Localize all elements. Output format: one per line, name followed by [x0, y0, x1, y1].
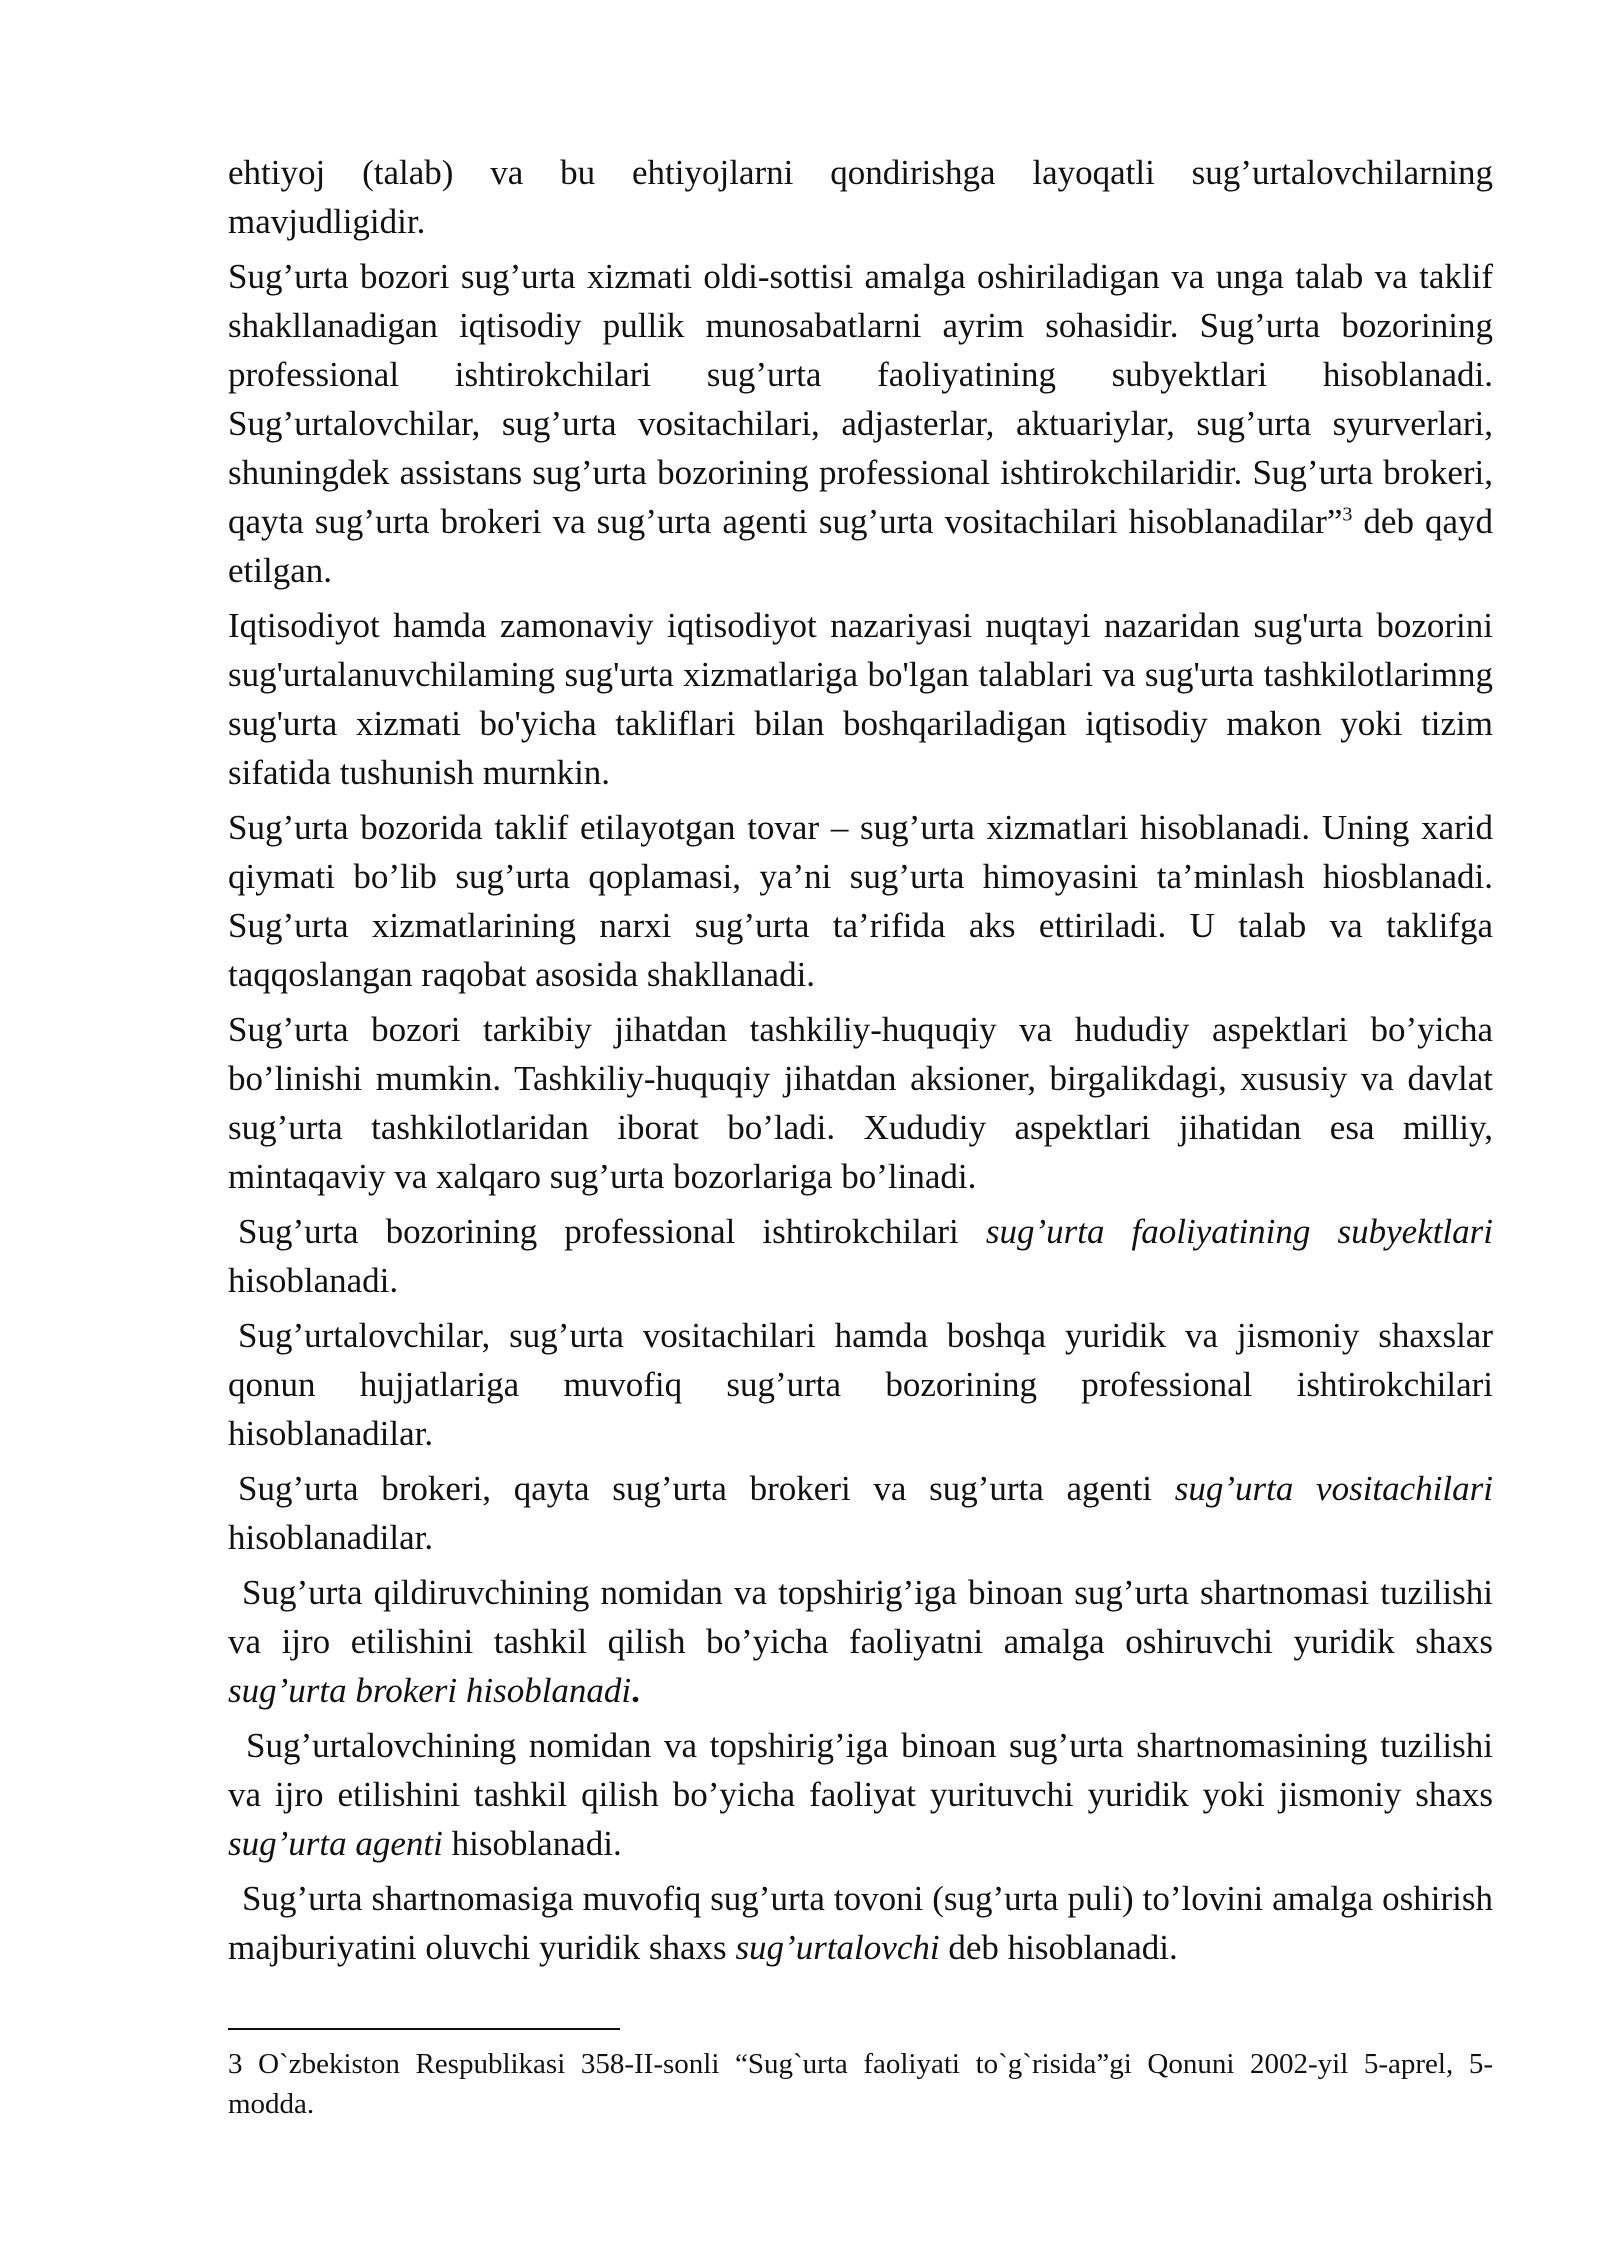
- footnote-text: 3 O`zbekiston Respublikasi 358-II-sonli “Sug`urta faoliyati to`g`risida”gi Qonuni 2002-yil 5-aprel, 5-modda.: [228, 2048, 1493, 2120]
- italic-term: sug’urtalovchi: [735, 1928, 940, 1967]
- paragraph-text: deb hisoblanadi.: [939, 1928, 1178, 1967]
- paragraph-text: Sug’urta brokeri, qayta sug’urta brokeri va sug’urta agenti: [238, 1469, 1175, 1508]
- italic-term: sug’urta brokeri hisoblanadi: [228, 1671, 632, 1710]
- paragraph-text: hisoblanadi.: [228, 1261, 399, 1300]
- paragraph-text: Sug’urta bozori tarkibiy jihatdan tashkiliy-huquqiy va hududiy aspektlari bo’yicha bo’linishi mumkin. Tashkiliy-huquqiy jihatdan aksioner, birgalikdagi, xususiy va davlat sug’urta tashkilotlaridan iborat bo’ladi. Xududiy aspektlari jihatidan esa milliy, mintaqaviy va xalqaro sug’urta bozorlariga bo’linadi.: [228, 1010, 1493, 1196]
- footnote: [228, 2044, 1493, 2124]
- paragraph: [228, 148, 1493, 246]
- paragraph: [228, 1311, 1493, 1458]
- footnote-separator: [228, 2028, 620, 2030]
- italic-term: sug’urta faoliyatining subyektlari: [985, 1212, 1493, 1251]
- paragraph-text: Sug’urta shartnomasiga muvofiq sug’urta tovoni (sug’urta puli) to’lovini amalga oshirish majburiyatini oluvchi yuridik shaxs: [228, 1879, 1493, 1967]
- paragraph-text: Sug’urta bozorining professional ishtirokchilari: [238, 1212, 986, 1251]
- paragraph-text: Sug’urtalovchining nomidan va topshirig’iga binoan sug’urta shartnomasining tuzilishi va ijro etilishini tashkil qilish bo’yicha faoliyat yurituvchi yuridik yoki jismoniy shaxs: [228, 1726, 1493, 1814]
- paragraph: [228, 1207, 1493, 1305]
- paragraph-text: Sug’urta bozori sug’urta xizmati oldi-sottisi amalga oshiriladigan va unga talab va taklif shakllanadigan iqtisodiy pullik munosabatlarni ayrim sohasidir. Sug’urta bozorining professional ishtirokchilari sug’urta faoliyatining subyektlari hisoblanadi. Sug’urtalovchilar, sug’urta vositachilari, adjasterlar, aktuariylar, sug’urta syurverlari, shuningdek assistans sug’urta bozorining professional ishtirokchilaridir. Sug’urta brokeri, qayta sug’urta brokeri va sug’urta agenti sug’urta vositachilari hisoblanadilar”: [228, 257, 1493, 541]
- paragraph-text: ehtiyoj (talab) va bu ehtiyojlarni qondirishga layoqatli sug’urtalovchilarning mavjudligidir.: [228, 153, 1493, 241]
- paragraph: [228, 601, 1493, 797]
- bold-period: .: [631, 1671, 640, 1710]
- paragraph: [228, 1721, 1493, 1868]
- paragraph: [228, 1005, 1493, 1201]
- italic-term: sug’urta vositachilari: [1174, 1469, 1493, 1508]
- paragraph-text: Sug’urtalovchilar, sug’urta vositachilari hamda boshqa yuridik va jismoniy shaxslar qonun hujjatlariga muvofiq sug’urta bozorining professional ishtirokchilari hisoblanadilar.: [228, 1316, 1493, 1453]
- paragraph: [228, 1874, 1493, 1972]
- paragraph-text: hisoblanadilar.: [228, 1518, 434, 1557]
- paragraph: [228, 803, 1493, 999]
- paragraph-text: Sug’urta bozorida taklif etilayotgan tovar – sug’urta xizmatlari hisoblanadi. Uning xarid qiymati bo’lib sug’urta qoplamasi, ya’ni sug’urta himoyasini ta’minlash hiosblanadi. Sug’urta xizmatlarining narxi sug’urta ta’rifida aks ettiriladi. U talab va taklifga taqqoslangan raqobat asosida shakllanadi.: [228, 808, 1493, 994]
- paragraph-text: hisoblanadi.: [442, 1824, 622, 1863]
- document-body: [228, 148, 1493, 1978]
- paragraph: [228, 1568, 1493, 1715]
- paragraph-text: deb qayd etilgan.: [228, 502, 1494, 590]
- italic-term: sug’urta agenti: [228, 1824, 443, 1863]
- paragraph-text: Sug’urta qildiruvchining nomidan va topshirig’iga binoan sug’urta shartnomasi tuzilishi va ijro etilishini tashkil qilish bo’yicha faoliyatni amalga oshiruvchi yuridik shaxs: [228, 1573, 1493, 1661]
- paragraph-text: Iqtisodiyot hamda zamonaviy iqtisodiyot nazariyasi nuqtayi nazaridan sug'urta bozorini sug'urtalanuvchilaming sug'urta xizmatlariga bo'lgan talablari va sug'urta tashkilotlarimng sug'urta xizmati bo'yicha takliflari bilan boshqariladigan iqtisodiy makon yoki tizim sifatida tushunish murnkin.: [228, 606, 1493, 792]
- paragraph: [228, 252, 1493, 595]
- paragraph: [228, 1464, 1493, 1562]
- footnote-reference[interactable]: 3: [1342, 503, 1353, 526]
